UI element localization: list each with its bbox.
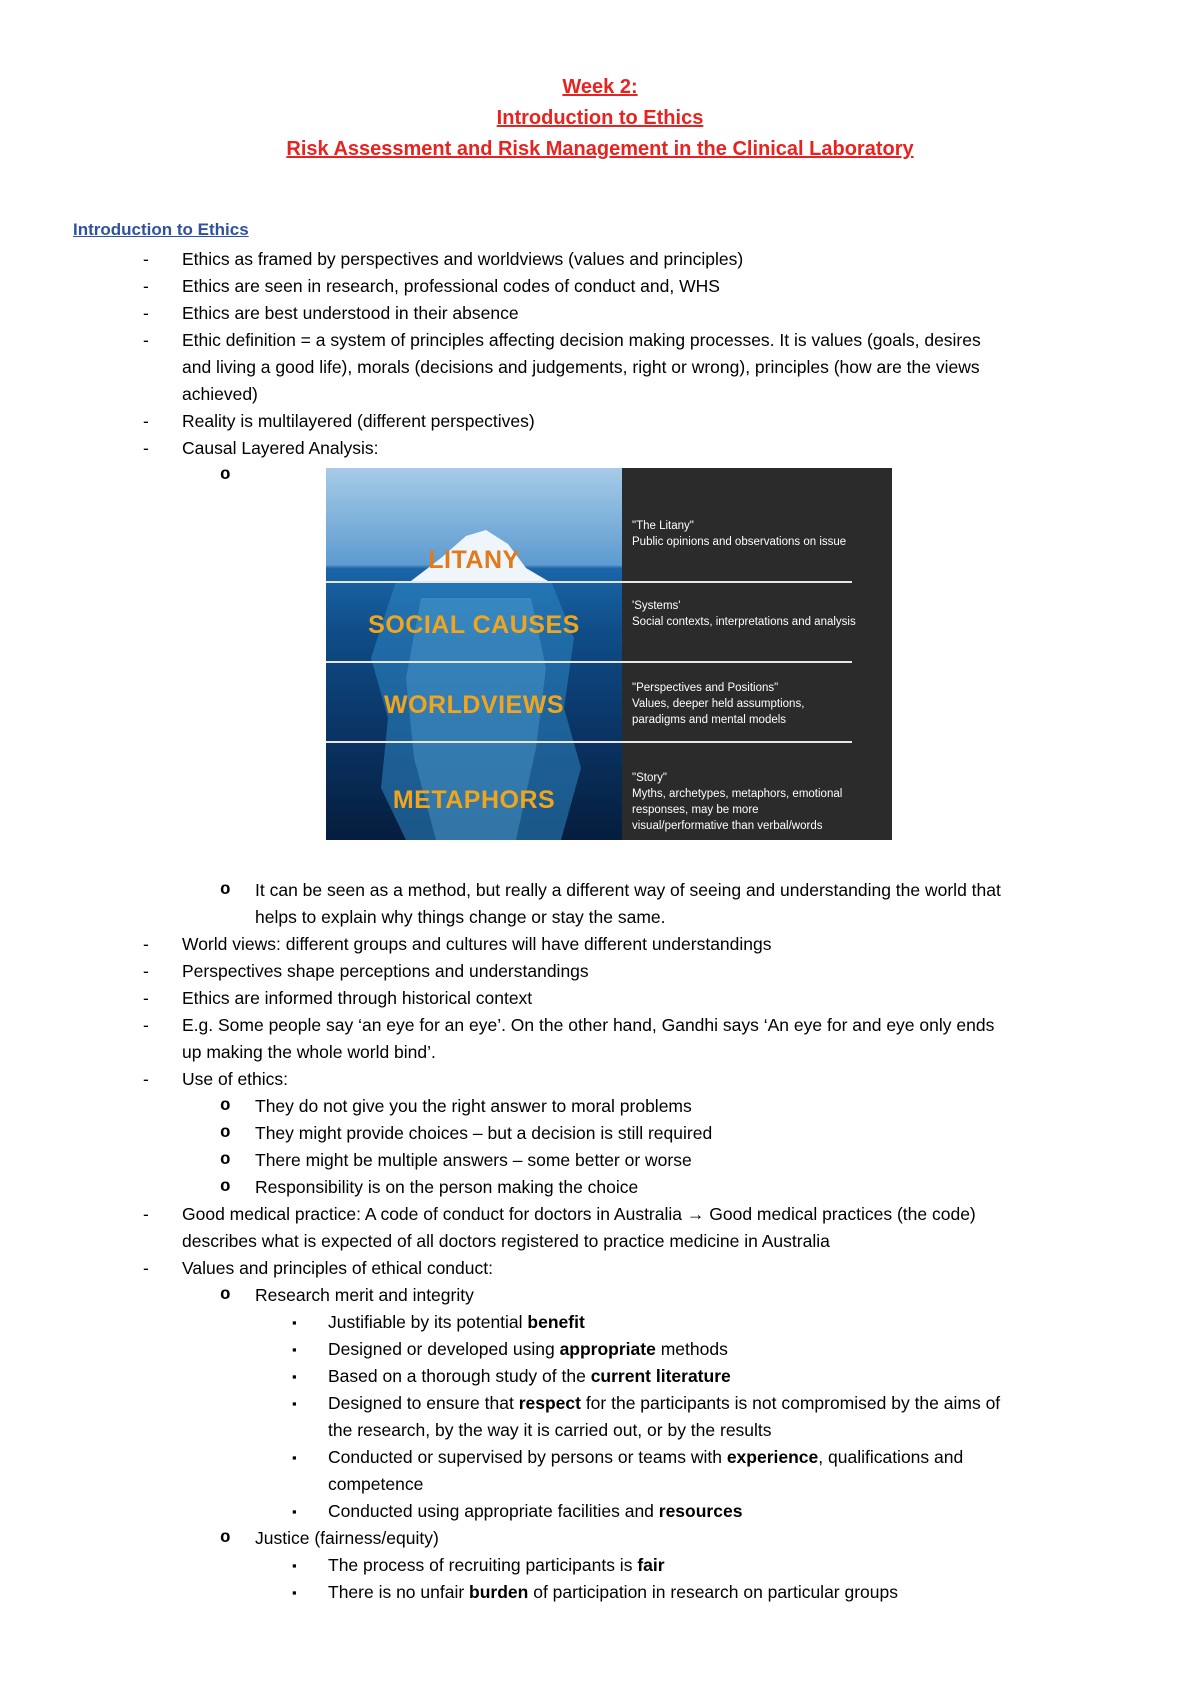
layer-description-social-causes	[632, 598, 887, 630]
bullet-text	[328, 1579, 898, 1606]
bullet-text: achieved)	[182, 384, 258, 404]
dash-marker: -	[143, 1015, 149, 1035]
layer-descriptions-panel	[622, 468, 892, 840]
text-run: Conducted or supervised by persons or teams with	[328, 1447, 727, 1467]
square-marker: ▪	[292, 1369, 297, 1384]
dash-marker: -	[143, 276, 149, 296]
text-run-bold: appropriate	[559, 1339, 656, 1359]
square-marker: ▪	[292, 1315, 297, 1330]
bullet-text: World views: different groups and cultures will have different understandings	[182, 934, 772, 954]
bullet-text: It can be seen as a method, but really a different way of seeing and understanding the world that	[255, 880, 1001, 900]
document-title-block	[0, 72, 1200, 165]
text-run: Good medical practices (the code)	[704, 1204, 976, 1224]
bullet-text	[328, 1498, 742, 1525]
bullet-text	[328, 1336, 728, 1363]
text-run: The process of recruiting participants is	[328, 1555, 638, 1575]
text-run: , qualifications and	[818, 1447, 964, 1467]
square-marker: ▪	[292, 1396, 297, 1411]
text-run: Good medical practice: A code of conduct for doctors in Australia	[182, 1204, 687, 1224]
text-run: of participation in research on particular groups	[528, 1582, 899, 1602]
layer-description-worldviews	[632, 680, 887, 728]
circle-marker: o	[220, 1528, 231, 1548]
layer-title-litany: LITANY	[428, 546, 520, 574]
layer-description-metaphors	[632, 770, 887, 834]
bullet-text: Ethics are informed through historical context	[182, 988, 533, 1008]
desc-line: paradigms and mental models	[632, 714, 787, 726]
text-run-bold: benefit	[527, 1312, 585, 1332]
text-run: for the participants is not compromised by the aims of	[580, 1393, 1001, 1413]
bullet-text: Ethics are seen in research, professional codes of conduct and, WHS	[182, 276, 720, 296]
text-run-bold: respect	[518, 1393, 581, 1413]
bullet-text: Ethics are best understood in their absence	[182, 303, 519, 323]
layer-title-social-causes: SOCIAL CAUSES	[368, 611, 580, 639]
layer-divider	[622, 661, 852, 663]
circle-marker: o	[220, 1150, 231, 1170]
layer-divider	[326, 661, 622, 663]
square-marker: ▪	[292, 1558, 297, 1573]
desc-line: 'Systems'	[632, 600, 681, 612]
dash-marker: -	[143, 961, 149, 981]
text-run: Justifiable by its potential	[328, 1312, 528, 1332]
text-run-bold: resources	[658, 1501, 743, 1521]
bullet-text: the research, by the way it is carried out, or by the results	[328, 1420, 772, 1440]
text-run: Designed or developed using	[328, 1339, 560, 1359]
bullet-text	[328, 1444, 963, 1471]
text-run: There is no unfair	[328, 1582, 470, 1602]
bullet-text: Ethics as framed by perspectives and worldviews (values and principles)	[182, 249, 744, 269]
desc-line: "Perspectives and Positions"	[632, 682, 779, 694]
week-title: Week 2:	[562, 76, 638, 98]
bullet-text	[328, 1552, 665, 1579]
square-marker: ▪	[292, 1585, 297, 1600]
dash-marker: -	[143, 988, 149, 1008]
bullet-text: Causal Layered Analysis:	[182, 438, 379, 458]
desc-line: "Story"	[632, 772, 668, 784]
bullet-text: describes what is expected of all doctors registered to practice medicine in Australia	[182, 1231, 830, 1251]
dash-marker: -	[143, 1069, 149, 1089]
desc-line: Social contexts, interpretations and analysis	[632, 616, 856, 628]
bullet-text: Reality is multilayered (different perspectives)	[182, 411, 535, 431]
subtitle: Risk Assessment and Risk Management in the Clinical Laboratory	[286, 138, 914, 160]
iceberg-shape-icon	[326, 468, 622, 840]
text-run: methods	[655, 1339, 728, 1359]
layer-divider	[326, 741, 622, 743]
text-run: Designed to ensure that	[328, 1393, 519, 1413]
desc-line: Myths, archetypes, metaphors, emotional	[632, 788, 843, 800]
layer-divider	[326, 581, 622, 583]
dash-marker: -	[143, 330, 149, 350]
text-run-bold: fair	[637, 1555, 665, 1575]
square-marker: ▪	[292, 1504, 297, 1519]
bullet-text: Values and principles of ethical conduct:	[182, 1258, 493, 1278]
dash-marker: -	[143, 1258, 149, 1278]
iceberg-image	[326, 468, 622, 840]
bullet-text: Ethic definition = a system of principles affecting decision making processes. It is values (goals, desires	[182, 330, 981, 350]
section-heading: Introduction to Ethics	[73, 220, 249, 239]
bullet-text: Use of ethics:	[182, 1069, 289, 1089]
desc-line: visual/performative than verbal/words	[632, 820, 823, 832]
text-run-bold: current literature	[590, 1366, 731, 1386]
bullet-text: Justice (fairness/equity)	[255, 1528, 439, 1548]
bullet-text	[182, 1201, 976, 1228]
causal-layered-analysis-figure	[326, 468, 892, 840]
square-marker: ▪	[292, 1450, 297, 1465]
bullet-text: They might provide choices – but a decision is still required	[255, 1123, 713, 1143]
desc-line: Values, deeper held assumptions,	[632, 698, 805, 710]
topic-title: Introduction to Ethics	[496, 107, 704, 129]
bullet-text: Responsibility is on the person making the choice	[255, 1177, 639, 1197]
dash-marker: -	[143, 411, 149, 431]
square-marker: ▪	[292, 1342, 297, 1357]
circle-marker: o	[220, 465, 231, 485]
dash-marker: -	[143, 249, 149, 269]
bullet-text	[328, 1390, 1000, 1417]
dash-marker: -	[143, 303, 149, 323]
desc-line: "The Litany"	[632, 520, 694, 532]
text-run: Conducted using appropriate facilities and	[328, 1501, 659, 1521]
bullet-text	[328, 1309, 585, 1336]
text-run-bold: experience	[726, 1447, 819, 1467]
bullet-text: competence	[328, 1474, 424, 1494]
layer-divider	[622, 581, 852, 583]
circle-marker: o	[220, 880, 231, 900]
circle-marker: o	[220, 1096, 231, 1116]
layer-description-litany	[632, 518, 887, 550]
bullet-text: There might be multiple answers – some better or worse	[255, 1150, 692, 1170]
circle-marker: o	[220, 1123, 231, 1143]
dash-marker: -	[143, 934, 149, 954]
bullet-text: Perspectives shape perceptions and understandings	[182, 961, 589, 981]
bullet-text: Research merit and integrity	[255, 1285, 474, 1305]
desc-line: responses, may be more	[632, 804, 759, 816]
bullet-text: E.g. Some people say ‘an eye for an eye’. On the other hand, Gandhi says ‘An eye for and eye only ends	[182, 1015, 995, 1035]
circle-marker: o	[220, 1285, 231, 1305]
bullet-text: up making the whole world bind’.	[182, 1042, 436, 1062]
layer-title-worldviews: WORLDVIEWS	[384, 691, 564, 719]
text-run: Based on a thorough study of the	[328, 1366, 591, 1386]
desc-line: Public opinions and observations on issue	[632, 536, 847, 548]
bullet-text: helps to explain why things change or stay the same.	[255, 907, 666, 927]
layer-title-metaphors: METAPHORS	[392, 786, 556, 814]
bullet-text	[328, 1363, 731, 1390]
arrow-right-icon: →	[686, 1204, 705, 1224]
circle-marker: o	[220, 1177, 231, 1197]
layer-divider	[622, 741, 852, 743]
text-run-bold: burden	[469, 1582, 529, 1602]
dash-marker: -	[143, 1204, 149, 1224]
bullet-text: and living a good life), morals (decisions and judgements, right or wrong), principles (how are the views	[182, 357, 980, 377]
dash-marker: -	[143, 438, 149, 458]
bullet-text: They do not give you the right answer to moral problems	[255, 1096, 692, 1116]
